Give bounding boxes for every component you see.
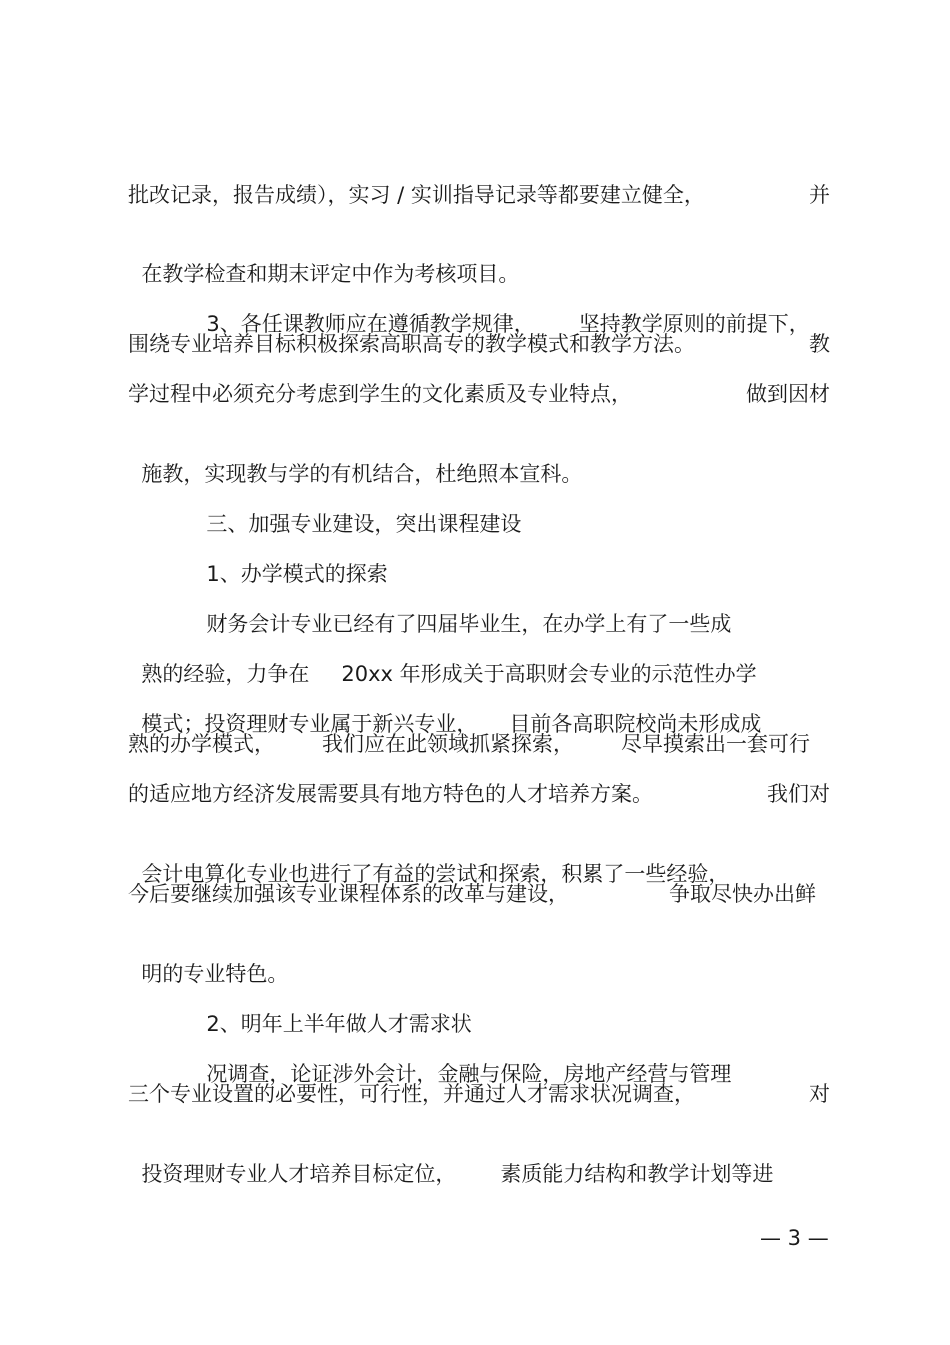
text-segment: 况调查，论证涉外会计，金融与保险，房地产经营与管理: [206, 1062, 732, 1086]
text-segment: 明的专业特色。: [141, 962, 289, 986]
text-segment: 教: [809, 332, 830, 356]
text-line: [128, 629, 757, 686]
text-segment: 今后要继续加强该专业课程体系的改革与建设，: [128, 882, 569, 906]
text-line: [128, 180, 830, 210]
text-segment: 学过程中必须充分考虑到学生的文化素质及专业特点，: [128, 382, 632, 406]
text-line: [128, 429, 583, 486]
text-segment: 尽早摸索出一套可行: [621, 732, 810, 756]
text-segment: 1、办学模式的探索: [206, 562, 388, 586]
text-line: [128, 329, 830, 359]
text-segment: 施教，实现教与学的有机结合，杜绝照本宣科。: [141, 462, 583, 486]
text-segment: 3、各任课教师应在遵循教学规律，: [206, 312, 535, 336]
text-segment: 财务会计专业已经有了四届毕业生，在办学上有了一些成: [206, 612, 732, 636]
text-segment: 在教学检查和期末评定中作为考核项目。: [141, 262, 520, 286]
text-segment: 20xx 年形成关于高职财会专业的示范性办学: [341, 662, 757, 686]
text-segment: 批改记录，报告成绩），实习 / 实训指导记录等都要建立健全，: [128, 183, 705, 207]
subsection-heading: [193, 979, 472, 1036]
section-heading: [193, 479, 522, 536]
text-line: [193, 279, 810, 336]
text-line: [193, 1029, 732, 1086]
text-segment: 我们对: [767, 782, 830, 806]
text-segment: 坚持教学原则的前提下，: [578, 312, 810, 336]
subsection-heading: [193, 529, 388, 586]
text-line: [128, 879, 816, 909]
text-segment: 做到因材: [746, 382, 830, 406]
text-line: [128, 1129, 774, 1186]
text-segment: 熟的办学模式，: [128, 732, 275, 756]
text-line: [128, 679, 762, 736]
text-line: [128, 729, 810, 759]
text-segment: 围绕专业培养目标积极探索高职高专的教学模式和教学方法。: [128, 332, 695, 356]
text-line: [128, 829, 730, 886]
text-segment: 素质能力结构和教学计划等进: [500, 1162, 774, 1186]
text-segment: 的适应地方经济发展需要具有地方特色的人才培养方案。: [128, 782, 653, 806]
text-segment: 熟的经验，力争在: [141, 662, 310, 686]
text-segment: 争取尽快办出鲜: [669, 882, 816, 906]
text-segment: 我们应在此领域抓紧探索，: [322, 732, 574, 756]
text-segment: 会计电算化专业也进行了有益的尝试和探索，积累了一些经验，: [141, 862, 730, 886]
text-line: [128, 229, 520, 286]
text-line: [128, 1079, 830, 1109]
text-line: [193, 579, 732, 636]
page-number: — 3 —: [760, 1226, 829, 1250]
text-line: [128, 379, 830, 409]
text-segment: 对: [809, 1082, 830, 1106]
text-line: [128, 929, 289, 986]
text-segment: 三、加强专业建设，突出课程建设: [206, 512, 522, 536]
text-segment: 目前各高职院校尚未形成成: [509, 712, 762, 736]
text-segment: 模式；投资理财专业属于新兴专业，: [141, 712, 478, 736]
text-line: [128, 779, 830, 809]
text-segment: 三个专业设置的必要性，可行性，并通过人才需求状况调查，: [128, 1082, 695, 1106]
text-segment: 并: [809, 183, 830, 207]
text-segment: 投资理财专业人才培养目标定位，: [141, 1162, 457, 1186]
text-segment: 2、明年上半年做人才需求状: [206, 1012, 472, 1036]
